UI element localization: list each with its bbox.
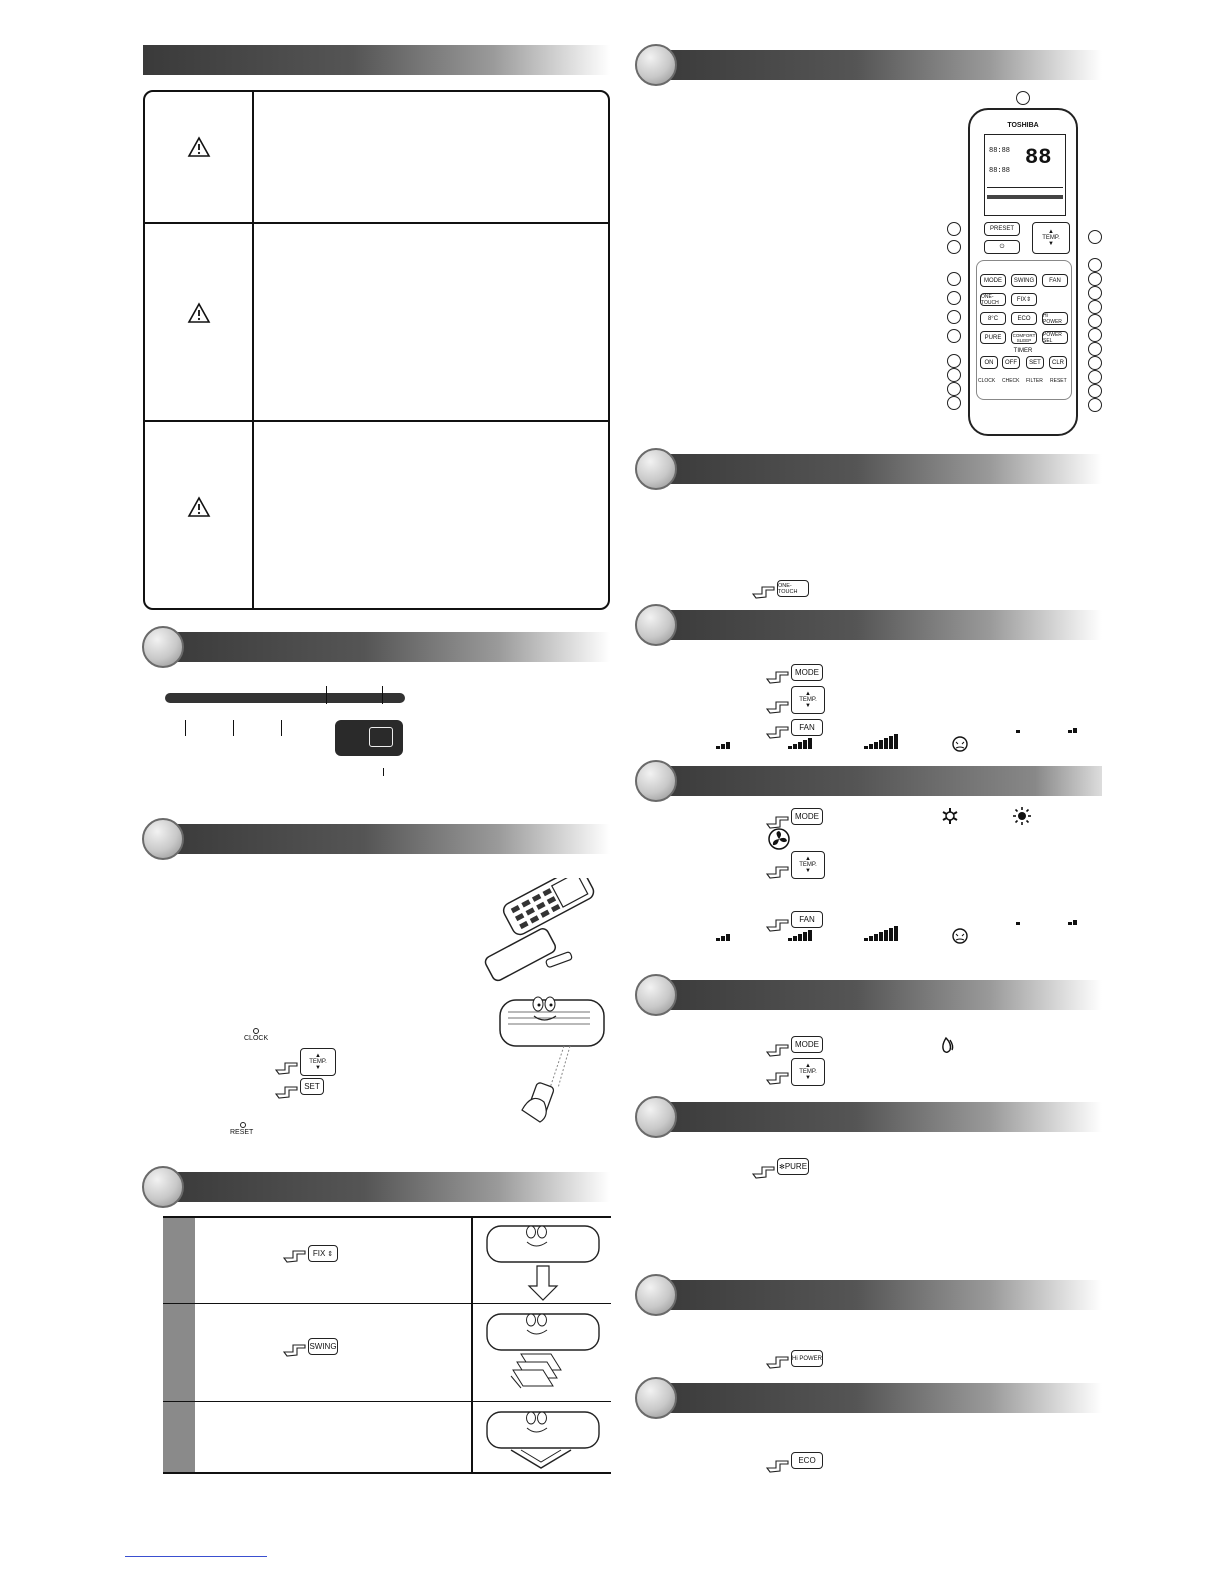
remote-lcd bbox=[984, 134, 1066, 216]
section-number-badge bbox=[635, 760, 677, 802]
indicator-panel-diagram bbox=[165, 690, 405, 780]
warning-row-1 bbox=[145, 92, 608, 224]
callout-number-circle bbox=[1088, 286, 1102, 300]
pointing-hand-icon bbox=[766, 1352, 790, 1370]
section-header-bar bbox=[656, 766, 1102, 796]
filter-label[interactable]: FILTER bbox=[1026, 378, 1043, 384]
warning-row-3 bbox=[145, 422, 608, 608]
section-number-badge bbox=[635, 44, 677, 86]
temp-down-arrow: ▼ bbox=[1048, 241, 1054, 247]
fan-button[interactable]: FAN bbox=[1042, 274, 1068, 287]
callout-number-circle bbox=[1088, 230, 1102, 244]
pointing-hand-icon bbox=[283, 1340, 307, 1358]
mode-button[interactable]: MODE bbox=[980, 274, 1006, 287]
ac-fix-illustration bbox=[481, 1220, 609, 1302]
temp-up-arrow: ▲ bbox=[1048, 229, 1054, 235]
temp-down-arrow: ▼ bbox=[805, 868, 811, 874]
section-header-bar bbox=[656, 50, 1102, 80]
check-label[interactable]: CHECK bbox=[1002, 378, 1020, 384]
section-header-bar bbox=[163, 824, 610, 854]
pointing-hand-icon bbox=[275, 1082, 299, 1100]
pure-button[interactable]: PURE bbox=[980, 331, 1006, 344]
section-header-bar bbox=[656, 1383, 1102, 1413]
eco-button[interactable]: ECO bbox=[1011, 312, 1037, 325]
up-down-arrow-icon: ⇕ bbox=[325, 1250, 334, 1258]
callout-number-circle bbox=[1088, 300, 1102, 314]
remote-brand: TOSHIBA bbox=[1007, 122, 1039, 129]
pointing-hand-icon bbox=[766, 667, 790, 685]
section-number-badge bbox=[635, 448, 677, 490]
timer-off-button[interactable]: OFF bbox=[1002, 356, 1020, 369]
safety-header-bar bbox=[143, 45, 610, 75]
callout-number-circle bbox=[947, 240, 961, 254]
timer-on-button[interactable]: ON bbox=[980, 356, 998, 369]
callout-number-circle bbox=[1016, 91, 1030, 105]
one-touch-button[interactable]: ONE-TOUCH bbox=[980, 293, 1006, 306]
callout-number-circle bbox=[1088, 342, 1102, 356]
hi-power-button[interactable]: Hi POWER bbox=[1042, 312, 1068, 325]
section-header-bar bbox=[656, 610, 1102, 640]
ac-swing-illustration bbox=[481, 1308, 609, 1400]
temp-up-arrow: ▲ bbox=[315, 1053, 321, 1059]
section-header-bar bbox=[656, 1280, 1102, 1310]
callout-number-circle bbox=[1088, 258, 1102, 272]
power-sel-button[interactable]: POWER SEL bbox=[1042, 331, 1068, 344]
callout-number-circle bbox=[947, 222, 961, 236]
pointing-hand-icon bbox=[752, 582, 776, 600]
callout-number-circle bbox=[947, 291, 961, 305]
timer-label: TIMER bbox=[1013, 348, 1033, 354]
section-header-bar bbox=[163, 632, 610, 662]
comfort-sleep-button[interactable]: COMFORT SLEEP bbox=[1012, 332, 1036, 343]
ac-unit-remote-illustration bbox=[494, 992, 614, 1124]
pointing-hand-icon bbox=[275, 1058, 299, 1076]
mode-button[interactable]: MODE bbox=[791, 1036, 823, 1053]
callout-number-circle bbox=[947, 354, 961, 368]
pointing-hand-icon bbox=[766, 1040, 790, 1058]
temp-button[interactable]: ▲ TEMP. ▼ bbox=[791, 851, 825, 879]
fan-only-mode-icon bbox=[768, 828, 790, 850]
pointing-hand-icon bbox=[766, 1068, 790, 1086]
pointing-hand-icon bbox=[752, 1162, 776, 1180]
section-header-bar bbox=[656, 454, 1102, 484]
temp-down-arrow: ▼ bbox=[805, 703, 811, 709]
callout-number-circle bbox=[947, 396, 961, 410]
swing-button[interactable]: SWING bbox=[1011, 274, 1037, 287]
power-button[interactable] bbox=[984, 240, 1020, 254]
pure-button[interactable]: ✻ PURE bbox=[777, 1158, 809, 1175]
lcd-main-digits: 88 bbox=[1025, 145, 1052, 170]
callout-number-circle bbox=[1088, 370, 1102, 384]
temp-button[interactable]: ▲ TEMP. ▼ bbox=[300, 1048, 336, 1076]
heat-mode-icon bbox=[1012, 806, 1032, 826]
remote-battery-illustration bbox=[478, 878, 618, 986]
warning-box-divider bbox=[252, 92, 254, 608]
callout-number-circle bbox=[1088, 328, 1102, 342]
callout-number-circle bbox=[1088, 272, 1102, 286]
callout-number-circle bbox=[947, 272, 961, 286]
pointing-hand-icon bbox=[283, 1246, 307, 1264]
section-header-bar bbox=[163, 1172, 610, 1202]
temp-button[interactable]: ▲ TEMP. ▼ bbox=[791, 1058, 825, 1086]
warning-triangle-icon bbox=[187, 302, 211, 324]
clock-indicator: CLOCK bbox=[244, 1028, 270, 1048]
callout-number-circle bbox=[947, 382, 961, 396]
temp-up-arrow: ▲ bbox=[805, 1063, 811, 1069]
fan-button[interactable]: FAN bbox=[791, 911, 823, 928]
preset-button[interactable]: PRESET bbox=[984, 222, 1020, 236]
louver-table bbox=[163, 1216, 611, 1474]
set-button[interactable]: SET bbox=[300, 1078, 324, 1095]
pointing-hand-icon bbox=[766, 697, 790, 715]
section-number-badge bbox=[142, 626, 184, 668]
temp-down-arrow: ▼ bbox=[315, 1065, 321, 1071]
eco-button[interactable]: ECO bbox=[791, 1452, 823, 1469]
callout-number-circle bbox=[1088, 398, 1102, 412]
callout-number-circle bbox=[1088, 314, 1102, 328]
callout-number-circle bbox=[947, 329, 961, 343]
section-header-bar bbox=[656, 980, 1102, 1010]
temp-down-arrow: ▼ bbox=[805, 1075, 811, 1081]
callout-number-circle bbox=[1088, 384, 1102, 398]
pointing-hand-icon bbox=[766, 862, 790, 880]
fan-button[interactable]: FAN bbox=[791, 719, 823, 736]
warning-row-2 bbox=[145, 224, 608, 422]
section-number-badge bbox=[635, 1096, 677, 1138]
reset-label[interactable]: RESET bbox=[1050, 378, 1067, 384]
lcd-small-digits-1: 88:88 bbox=[989, 147, 1011, 155]
mode-button[interactable]: MODE bbox=[791, 808, 823, 825]
section-number-badge bbox=[635, 1377, 677, 1419]
remote-control bbox=[968, 108, 1078, 436]
cool-mode-icon bbox=[940, 806, 960, 826]
timer-clr-button[interactable]: CLR bbox=[1049, 356, 1067, 369]
louver-table-divider bbox=[471, 1218, 473, 1472]
callout-number-circle bbox=[1088, 356, 1102, 370]
warning-triangle-icon bbox=[187, 496, 211, 518]
section-number-badge bbox=[142, 818, 184, 860]
section-header-bar bbox=[656, 1102, 1102, 1132]
temp-up-arrow: ▲ bbox=[805, 691, 811, 697]
pure-ion-icon: ✻ bbox=[778, 1163, 785, 1171]
timer-set-button[interactable]: SET bbox=[1026, 356, 1044, 369]
power-icon: ⏻ bbox=[999, 243, 1005, 250]
safety-warning-box bbox=[143, 90, 610, 610]
fan-speed-indicators bbox=[700, 726, 1100, 756]
fan-speed-indicators bbox=[700, 918, 1100, 948]
remote-temp-button[interactable]: ▲ TEMP. ▼ bbox=[1032, 222, 1070, 254]
temp-up-arrow: ▲ bbox=[805, 856, 811, 862]
up-down-arrow-icon: ⇕ bbox=[1026, 297, 1032, 303]
footer-link-underline bbox=[125, 1556, 267, 1557]
mode-button[interactable]: MODE bbox=[791, 664, 823, 681]
section-number-badge bbox=[635, 974, 677, 1016]
fix-button[interactable]: FIX ⇕ bbox=[308, 1245, 338, 1262]
receiver-window bbox=[335, 720, 403, 756]
swing-button[interactable]: SWING bbox=[308, 1338, 338, 1355]
temp-button[interactable]: ▲ TEMP. ▼ bbox=[791, 686, 825, 714]
dry-mode-drop-icon bbox=[940, 1036, 956, 1056]
lcd-small-digits-2: 88:88 bbox=[989, 167, 1011, 175]
callout-number-circle bbox=[947, 368, 961, 382]
callout-number-circle bbox=[947, 310, 961, 324]
warning-triangle-icon bbox=[187, 136, 211, 158]
one-touch-button[interactable]: ONE-TOUCH bbox=[777, 580, 809, 597]
reset-indicator: RESET bbox=[230, 1122, 258, 1142]
hi-power-button[interactable]: Hi POWER bbox=[791, 1350, 823, 1367]
ac-auto-illustration bbox=[481, 1406, 609, 1472]
section-number-badge bbox=[635, 1274, 677, 1316]
pointing-hand-icon bbox=[766, 1456, 790, 1474]
eight-c-button[interactable]: 8°C bbox=[980, 312, 1006, 325]
clock-label[interactable]: CLOCK bbox=[978, 378, 996, 384]
fix-button[interactable]: FIX ⇕ bbox=[1011, 293, 1037, 306]
section-number-badge bbox=[635, 604, 677, 646]
section-number-badge bbox=[142, 1166, 184, 1208]
